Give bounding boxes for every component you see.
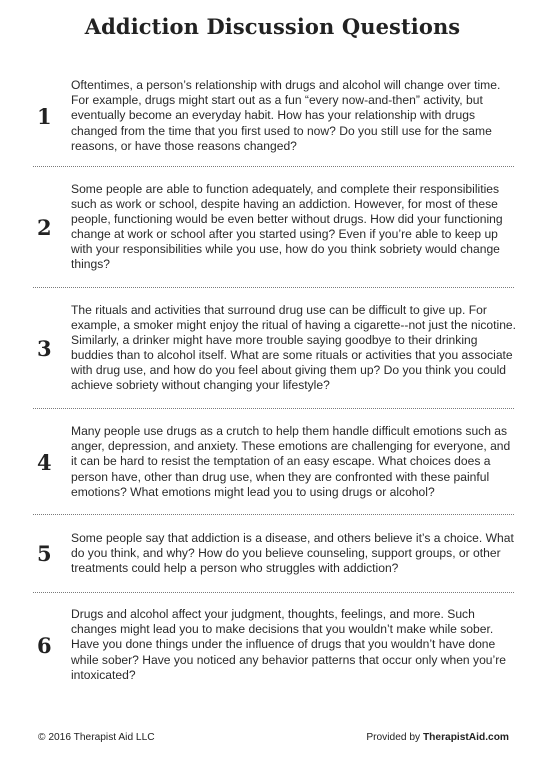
question-text: The rituals and activities that surround drug use can be difficult to give up. For example, a smoker might enjoy the ritual of having a cigarette--not just the nicotine. Similarly, a drinker might have more trouble saying goodbye to their drinking buddies than to alcohol itself. What are some rituals or activities that you associate with drug use, and how do you feel about giving them up? Do you think you could achieve sobriety without changing your lifestyle? xyxy=(71,302,517,393)
footer-attribution xyxy=(366,732,509,743)
question-number: 4 xyxy=(37,449,52,475)
question-text: Drugs and alcohol affect your judgment, thoughts, feelings, and more. Such changes might lead you to make decisions that you wouldn’t make while sober. Have you done things under the influence of drugs that you wouldn’t have done while sober? Have you noticed any behavior patterns that occur only when you’re intoxicated? xyxy=(71,607,506,682)
section-divider xyxy=(33,287,514,288)
question-number: 6 xyxy=(37,632,52,658)
question-text: Oftentimes, a person’s relationship with drugs and alcohol will change over time. For example, drugs might start out as a fun “every now-and-then” activity, but eventually become an everyday habit. How has your relationship with drugs changed from the time that you first used to now? Do you still use for the same reasons, or have those reasons changed? xyxy=(71,78,501,153)
section-divider xyxy=(33,514,514,515)
footer-copyright: © 2016 Therapist Aid LLC xyxy=(38,732,155,743)
footer-brand-link[interactable]: TherapistAid.com xyxy=(422,732,509,743)
question-item-3 xyxy=(35,304,516,392)
question-item-5 xyxy=(35,531,516,576)
question-item-4 xyxy=(35,425,516,499)
question-number: 5 xyxy=(37,541,52,566)
page-title: Addiction Discussion Questions xyxy=(84,14,461,39)
section-divider xyxy=(33,408,514,409)
question-number: 1 xyxy=(37,103,52,129)
question-item-6 xyxy=(35,608,516,682)
section-divider xyxy=(33,592,514,593)
footer-provided-by: Provided by xyxy=(366,732,423,743)
question-number: 3 xyxy=(37,335,52,361)
section-divider xyxy=(33,166,514,167)
question-item-2 xyxy=(35,183,516,271)
question-text: Many people use drugs as a crutch to help them handle difficult emotions such as anger, depression, and anxiety. These emotions are challenging for everyone, and it can be hard to resist the temptation of an easy escape. What choices does a person have, other than drug use, when they are confronted with these painful emotions? What emotions might lead you to using drugs or alcohol? xyxy=(71,424,511,499)
question-number: 2 xyxy=(37,214,52,240)
question-text: Some people say that addiction is a disease, and others believe it’s a choice. What do you think, and why? How do you believe counseling, support groups, or other treatments could help a person who struggles with addiction? xyxy=(71,530,514,576)
question-item-1 xyxy=(35,80,516,152)
question-text: Some people are able to function adequately, and complete their responsibilities such as work or school, despite having an addiction. However, for most of these people, functioning would be even better without drugs. How did your functioning change at work or school after you started using? Even if you’re able to keep up with your responsibilities while you use, how do you think sobriety would change things? xyxy=(71,181,503,272)
